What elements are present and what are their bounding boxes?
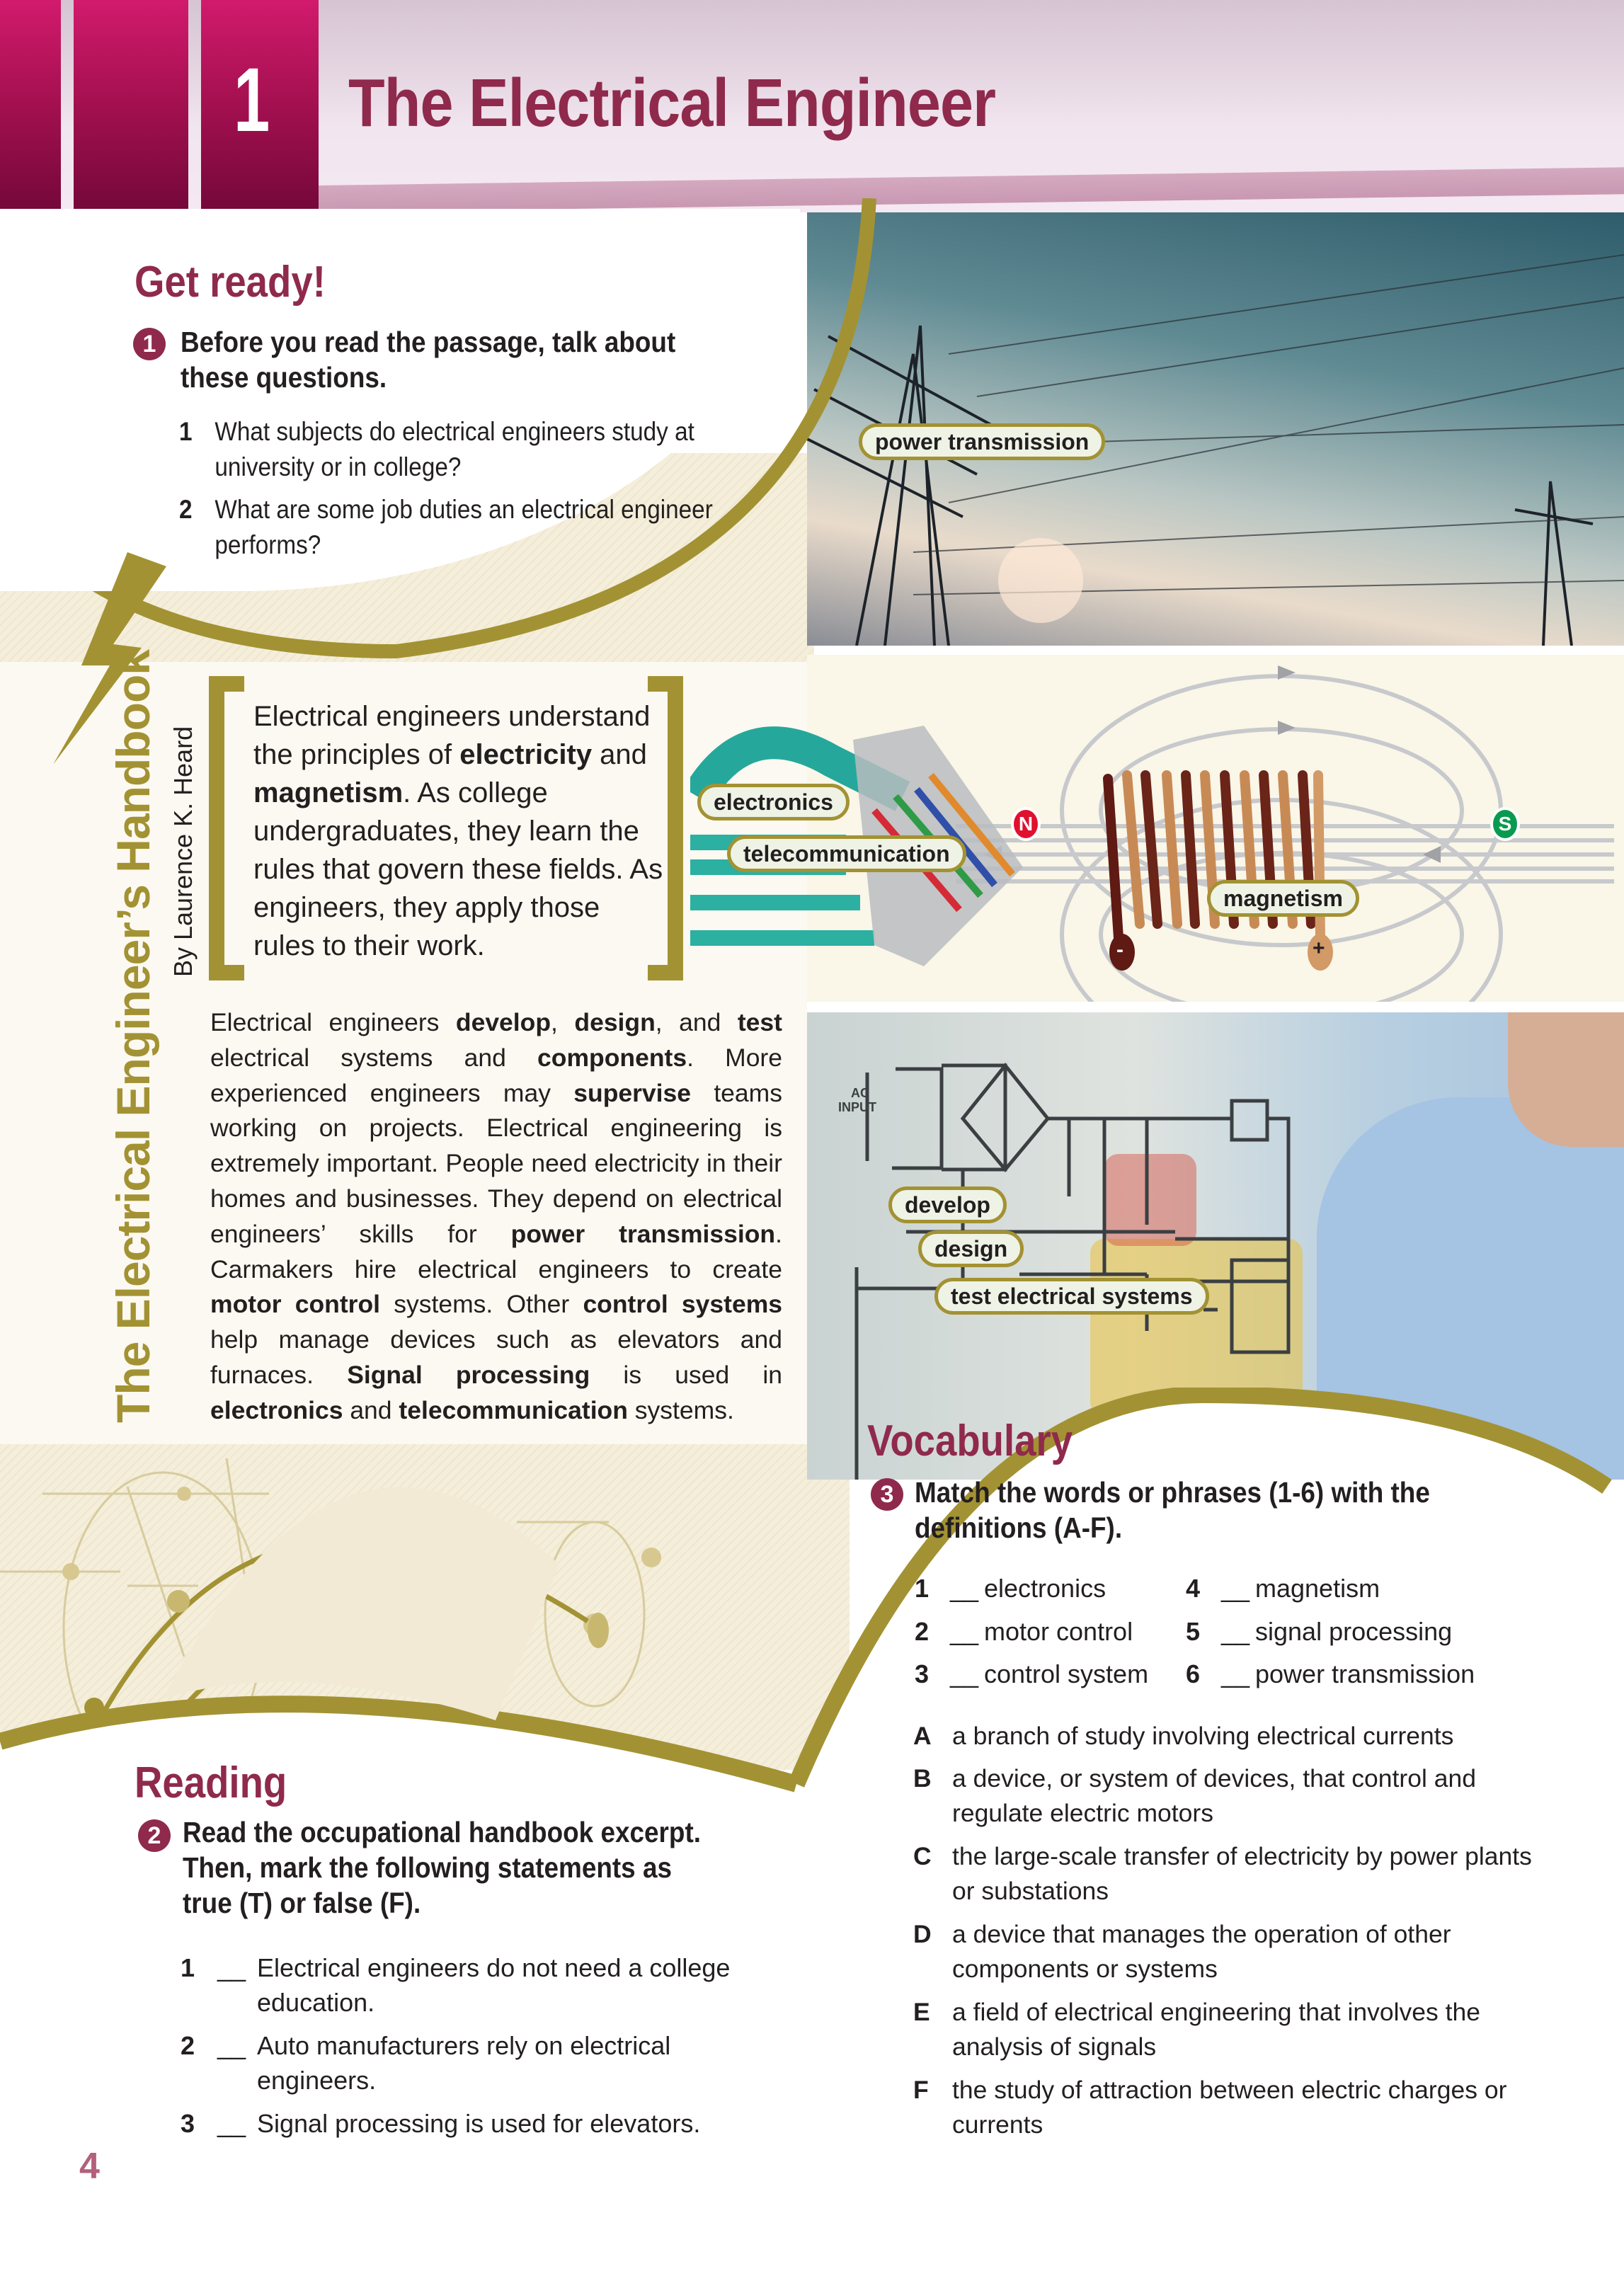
handbook-intro: Electrical engineers understand the principles of electricity and magnetism. As college undergraduates, they learn the rules that govern these fields. As engineers, they apply those rules to their work.	[253, 701, 663, 961]
plus-terminal: +	[1313, 937, 1325, 960]
definition-item: D a device that manages the operation of other components or systems	[913, 1920, 1451, 1983]
definition-item: A a branch of study involving electrical currents	[913, 1722, 1454, 1750]
answer-blank[interactable]: __	[217, 2031, 246, 2060]
statement-item: 2 __ Auto manufacturers rely on electrical engineers.	[181, 2028, 761, 2098]
label-design: design	[918, 1230, 1024, 1267]
label-develop: develop	[888, 1186, 1007, 1223]
page-number: 4	[79, 2146, 100, 2187]
question-item: 1 What subjects do electrical engineers study at university or in college?	[179, 417, 694, 481]
definition-item: F the study of attraction between electric charges or currents	[913, 2076, 1507, 2139]
label-telecommunication: telecommunication	[727, 835, 966, 872]
handbook-title: The Electrical Engineer’s Handbook	[107, 650, 159, 1423]
exercise-badge: 2	[138, 1819, 171, 1852]
vocab-item: 1 __ electronics	[915, 1574, 1107, 1603]
statement-item: 1 __ Electrical engineers do not need a college education.	[181, 1950, 761, 2020]
north-pole-icon: N	[1011, 807, 1041, 841]
question-item: 2 What are some job duties an electrical engineer performs?	[179, 495, 713, 559]
answer-blank[interactable]: __	[950, 1574, 979, 1603]
left-bracket	[209, 676, 244, 980]
svg-text:AC: AC	[851, 1086, 869, 1100]
vocab-item: 3 __ control system	[915, 1659, 1149, 1688]
exercise-instruction: Match the words or phrases (1-6) with the definitions (A-F).	[915, 1476, 1430, 1544]
section-heading-get-ready: Get ready!	[135, 258, 326, 307]
section-heading-vocabulary: Vocabulary	[867, 1417, 1073, 1465]
answer-blank[interactable]: __	[950, 1659, 979, 1688]
exercise-instruction: Read the occupational handbook excerpt. Then, mark the following statements as true (T) or false (F).	[183, 1816, 701, 1919]
network-cable-photo	[690, 697, 1023, 966]
answer-blank[interactable]: __	[1221, 1574, 1250, 1603]
svg-text:INPUT: INPUT	[838, 1100, 876, 1114]
vocab-item: 2 __ motor control	[915, 1617, 1133, 1646]
handbook-author: By Laurence K. Heard	[168, 726, 198, 977]
vocab-item: 4 __ magnetism	[1186, 1574, 1380, 1603]
answer-blank[interactable]: __	[950, 1617, 979, 1646]
answer-blank[interactable]: __	[217, 2109, 246, 2138]
label-test-electrical-systems: test electrical systems	[934, 1278, 1209, 1315]
vocab-item: 6 __ power transmission	[1186, 1659, 1475, 1688]
exercise-instruction: Before you read the passage, talk about these questions.	[181, 326, 676, 394]
label-magnetism: magnetism	[1207, 880, 1359, 917]
page-title: The Electrical Engineer	[348, 65, 996, 141]
exercise-badge: 3	[871, 1478, 903, 1511]
label-electronics: electronics	[697, 784, 850, 820]
exercise-badge: 1	[133, 328, 166, 360]
definition-item: E a field of electrical engineering that involves the analysis of signals	[913, 1998, 1480, 2061]
definition-item: B a device, or system of devices, that control and regulate electric motors	[913, 1764, 1476, 1827]
south-pole-icon: S	[1490, 807, 1520, 841]
unit-number: 1	[234, 50, 270, 151]
section-heading-reading: Reading	[135, 1759, 287, 1807]
minus-terminal: -	[1116, 938, 1123, 961]
handbook-body: Electrical engineers develop, design, and test electrical systems and components. More experienced engineers may supervise teams working on projects. Electrical engineering is extremely important. People need electricity in their homes and businesses. They depend on electrical engineers’ skills for power transmission. Carmakers hire electrical engineers to create motor control systems. Other control systems help manage devices such as elevators and furnaces. Signal processing is used in electronics and telecommunication systems.	[210, 1008, 783, 1424]
answer-blank[interactable]: __	[1221, 1659, 1250, 1688]
label-power-transmission: power transmission	[859, 423, 1105, 460]
answer-blank[interactable]: __	[1221, 1617, 1250, 1646]
definition-item: C the large-scale transfer of electricity by power plants or substations	[913, 1842, 1532, 1905]
answer-blank[interactable]: __	[217, 1953, 246, 1982]
statement-item: 3 __ Signal processing is used for elevators.	[181, 2106, 761, 2141]
vocab-item: 5 __ signal processing	[1186, 1617, 1453, 1646]
